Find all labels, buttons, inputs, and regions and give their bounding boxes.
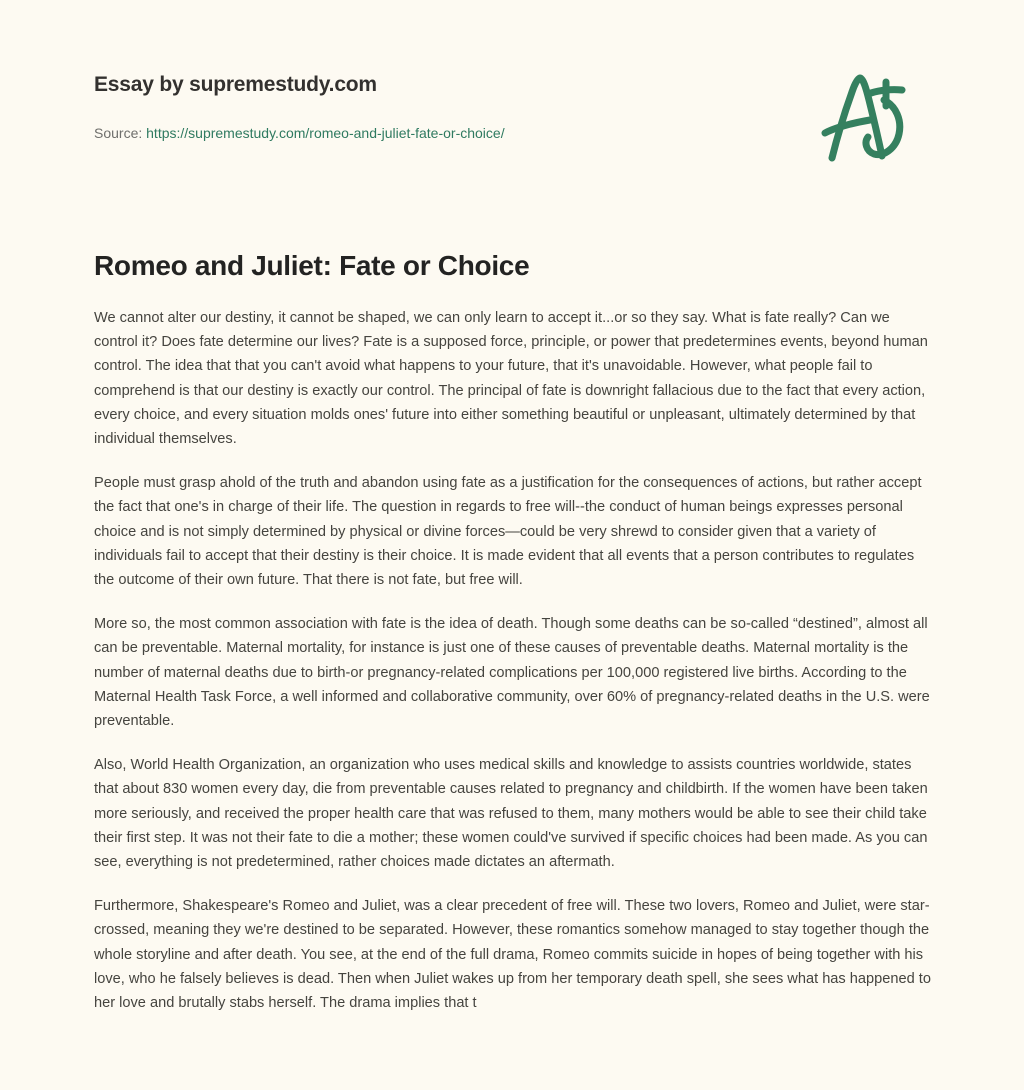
paragraph: More so, the most common association with fate is the idea of death. Though some deaths can be so-called “destined”, almost all can be preventable. Maternal mortality, for instance is just one of these causes of preventable deaths. Maternal mortality is the number of maternal deaths due to birth-or pregnancy-related complications per 100,000 registered live births. According to the Maternal Health Task Force, a well informed and collaborative community, over 60% of pregnancy-related deaths in the U.S. were preventable. bbox=[94, 616, 930, 730]
source-line bbox=[94, 125, 505, 141]
document-header bbox=[0, 0, 1024, 200]
a-plus-logo-icon bbox=[812, 62, 922, 172]
paragraph: We cannot alter our destiny, it cannot be shaped, we can only learn to accept it...or so they say. What is fate really? Can we control it? Does fate determine our lives? Fate is a supposed force, principle, or power that predetermines events, beyond human control. The idea that that you can't avoid what happens to your future, that it's unavoidable. However, what people fail to comprehend is that our destiny is exactly our control. The principal of fate is downright fallacious due to the fact that every action, every choice, and every situation molds ones' future into either something beautiful or unpleasant, ultimately determined by that individual themselves. bbox=[94, 310, 928, 448]
page-title: Romeo and Juliet: Fate or Choice bbox=[94, 250, 530, 281]
essay-paragraphs bbox=[94, 306, 932, 1015]
source-url-link[interactable]: https://supremestudy.com/romeo-and-juliet-fate-or-choice/ bbox=[146, 125, 505, 141]
source-label: Source: bbox=[94, 125, 143, 141]
paragraph: Also, World Health Organization, an organization who uses medical skills and knowledge to assists countries worldwide, states that about 830 women every day, die from preventable causes related to pregnancy and childbirth. If the women have been taken more seriously, and received the proper health care that was refused to them, many mothers would be able to see their child take their first step. It was not their fate to die a mother; these women could've survived if specific choices had been made. As you can see, everything is not predetermined, rather choices made dictates an aftermath. bbox=[94, 757, 928, 871]
essay-byline: Essay by supremestudy.com bbox=[94, 73, 377, 96]
article-body bbox=[94, 248, 932, 1015]
paragraph: People must grasp ahold of the truth and abandon using fate as a justification for the consequences of actions, but rather accept the fact that one's in charge of their life. The question in regards to free will--the conduct of human beings expresses personal choice and is not simply determined by physical or divine forces—could be very shrewd to consider given that a variety of individuals fail to accept that their destiny is their choice. It is made evident that all events that a person contributes to regulates the outcome of their own future. That there is not fate, but free will. bbox=[94, 475, 922, 589]
paragraph: Furthermore, Shakespeare's Romeo and Juliet, was a clear precedent of free will. These two lovers, Romeo and Juliet, were star-crossed, meaning they we're destined to be separated. However, these romantics somehow managed to stay together though the whole storyline and after death. You see, at the end of the full drama, Romeo commits suicide in hopes of being together with his love, who he falsely believes is dead. Then when Juliet wakes up from her temporary death spell, she sees what has happened to her love and brutally stabs herself. The drama implies that t bbox=[94, 898, 931, 1012]
